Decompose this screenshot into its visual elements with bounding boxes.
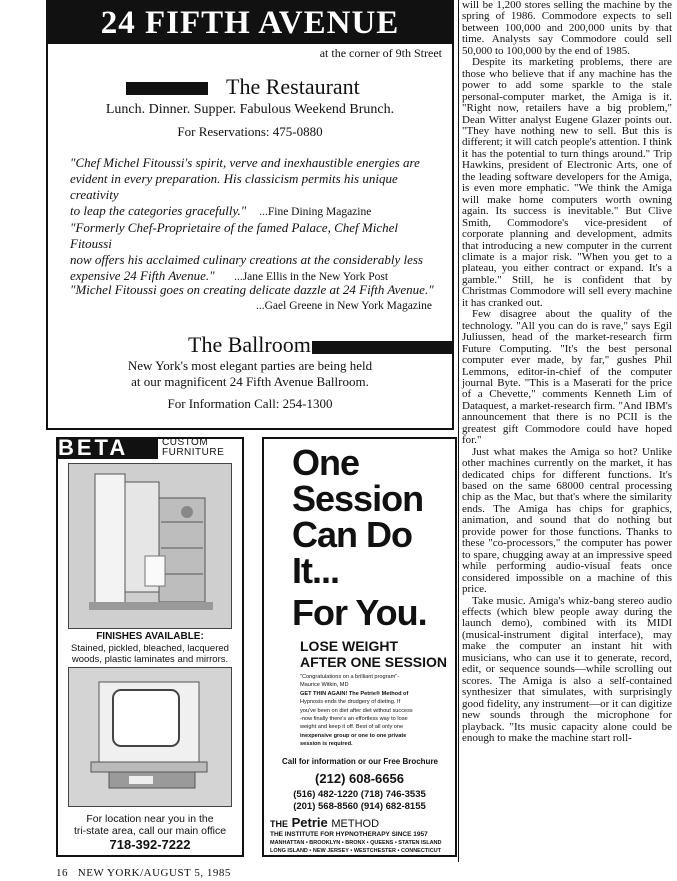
quote-2: "Formerly Chef-Proprietaire of the famed Palace, Chef Michel Fitoussi now offers his acclaimed culinary creations at the considerably less expensive 24 Fifth Avenue." ...Jane Ellis in the New York Post [70,220,423,283]
phones-row-2: (201) 568-8560 (914) 682-8155 [293,801,426,812]
wall-unit-illustration [69,464,231,628]
custom-furniture-label: CUSTOM FURNITURE [162,437,225,458]
beta-logo: BETA [56,437,158,459]
ballroom-heading: The Ballroom [188,332,311,357]
institute-line: THE INSTITUTE FOR HYPNOTHERAPY SINCE 1957 [270,831,428,838]
publication-date: NEW YORK/AUGUST 5, 1985 [77,867,231,879]
beta-furniture-ad [56,437,244,857]
article-paragraph: Despite its marketing problems, there are those who believe that if any machine has the power to add some sparkle to the stale personal-computer market, the Amiga is it. "Right now, retailers have a big problem," Dean Witter analyst Eugene Glazer points out. "They have nothing new to sell. But this is different; it will catch people's attention. I think it has the potential to turn things around." Trip Hawkins, president of Electronic Arts, one of the leading software developers for the Amiga, is even more emphatic. "We think the Amiga will make home computers worth owning again. Its success is inevitable." But Clive Smith, Commodore's vice-president of corporate planning and development, admits that introducing a new computer in the current climate is a major risk. "When you get to a plateau, you either contract or expand. It's a gamble." Still, he is confident that by Christmas Commodore will sell every machine it has cranked out. [462,56,672,309]
page-number: 16 [56,867,68,879]
ballroom-line-2: at our magnificent 24 Fifth Avenue Ballroom. [131,374,369,389]
entertainment-unit-illustration [69,668,231,806]
headline-line-1: One [292,442,360,483]
restaurant-title: 24 FIFTH AVENUE [48,2,452,44]
petrie-method-ad [262,437,457,857]
petrie-brand: THE Petrie METHOD [270,815,380,830]
after-one-session: AFTER ONE SESSION [300,654,448,670]
page-footer [56,867,231,879]
meals-line: Lunch. Dinner. Supper. Fabulous Weekend Brunch. [105,102,395,117]
finishes-line-2: woods, plastic laminates and mirrors. [71,654,229,665]
quote-source: ...Fine Dining Magazine [259,206,372,218]
article-paragraph: Take music. Amiga's whiz-bang stereo audio effects (which blew people away during the launch demo), combined with its MIDI (musical-instrument digital interface), may make the computer an instant hit with musicians, who can use it to generate, record, edit, or sequence sounds—while scrolling out scores. The Amiga is also a self-contained synthesizer that simulates, with surprisingly good fidelity, any instrument—or it can digitize new sounds through the microphone for playback. "Its music capacity alone could be enough to make the machine start roll- [462,594,672,744]
phones-row-1: (516) 482-1220 (718) 746-3535 [293,789,426,800]
petrie-body: "Congratulations on a brilliant program"- Maurice Witkin, MD GET THIN AGAIN! The Petrie® Method of Hypnosis ends the drudgery of dieting. If you've been on diet after diet without success -now finally there's an effortless way to lose weight and keep it off. Best of all only one inexpensive group or one to one private session is required. [300,674,413,748]
headline-line-4: It... [292,550,339,591]
article-column [462,0,672,744]
finishes-heading: FINISHES AVAILABLE: [96,631,204,642]
main-phone: (212) 608-6656 [315,771,404,786]
location-line-2: tri-state area, call our main office [73,825,227,837]
location-line-1: For location near you in the [86,813,214,825]
column-rule [458,0,459,862]
headline-line-2: Session [292,478,424,519]
restaurant-heading: The Restaurant [226,74,360,99]
quote-1: "Chef Michel Fitoussi's spirit, verve and inexhaustible energies are evident in every preparation. His classicism permits his unique creativity to leap the categories gracefully." ...Fine Dining Magazine [70,155,420,218]
wall-unit-photo [68,463,232,629]
entertainment-unit-photo [68,667,232,807]
heading-rule [126,82,208,95]
lose-weight: LOSE WEIGHT [300,638,398,654]
reservations-line: For Reservations: 475-0880 [177,124,323,139]
locations-row-2: LONG ISLAND • NEW JERSEY • WESTCHESTER • CONNECTICUT [270,848,441,854]
quote-source: ...Jane Ellis in the New York Post [234,271,389,283]
headline-line-3: Can Do [292,514,412,555]
article-paragraph: Few disagree about the quality of the technology. "All you can do is rave," says Egil Juliussen, head of the market-research firm Future Computing. "It's the best personal computer ever made, by far," gushes Phil Lemmons, editor-in-chief of the computer journal Byte. "This is a Maserati for the price of a Chevette," comments Kenneth Lim of Dataquest, a market-research firm. "And IBM's announcement that there is no PCII is the greatest gift Commodore could have hoped for." [462,308,672,447]
call-for-info: Call for information or our Free Brochure [281,757,438,766]
beta-phone: 718-392-7222 [109,837,191,852]
quote-source: ...Gael Greene in New York Magazine [256,300,432,312]
quote-3: "Michel Fitoussi goes on creating delicate dazzle at 24 Fifth Avenue." ...Gael Greene in New York Magazine [70,282,440,314]
article-paragraph: Just what makes the Amiga so hot? Unlike other machines currently on the market, it has dedicated chips for different functions. It's based on the same 68000 central processing chip as the Mac, but that's where the similarity ends. The Amiga has chips for graphics, animation, and sound that do nothing but provide power for those functions. Thanks to these "co-processors," the computer has power to spare, chugging away at an impressive speed while performing audio-visual feats once considered impossible on a machine of this price. [462,445,672,596]
restaurant-address: at the corner of 9th Street [319,46,442,60]
ballroom-line-1: New York's most elegant parties are being held [127,358,373,373]
article-paragraph: will be 1,200 stores selling the machine by the spring of 1986. Commodore expects to sell between 100,000 and 200,000 units by that time. Analysts say Commodore could sell 50,000 to 100,000 by the end of 1985. [462,0,672,57]
info-call-line: For Information Call: 254-1300 [167,396,333,411]
finishes-line-1: Stained, pickled, bleached, lacquered [71,643,229,654]
restaurant-ad [46,0,454,430]
headline-line-5: For You. [292,592,427,633]
locations-row-1: MANHATTAN • BROOKLYN • BRONX • QUEENS • STATEN ISLAND [270,840,442,846]
heading-rule [312,341,452,354]
